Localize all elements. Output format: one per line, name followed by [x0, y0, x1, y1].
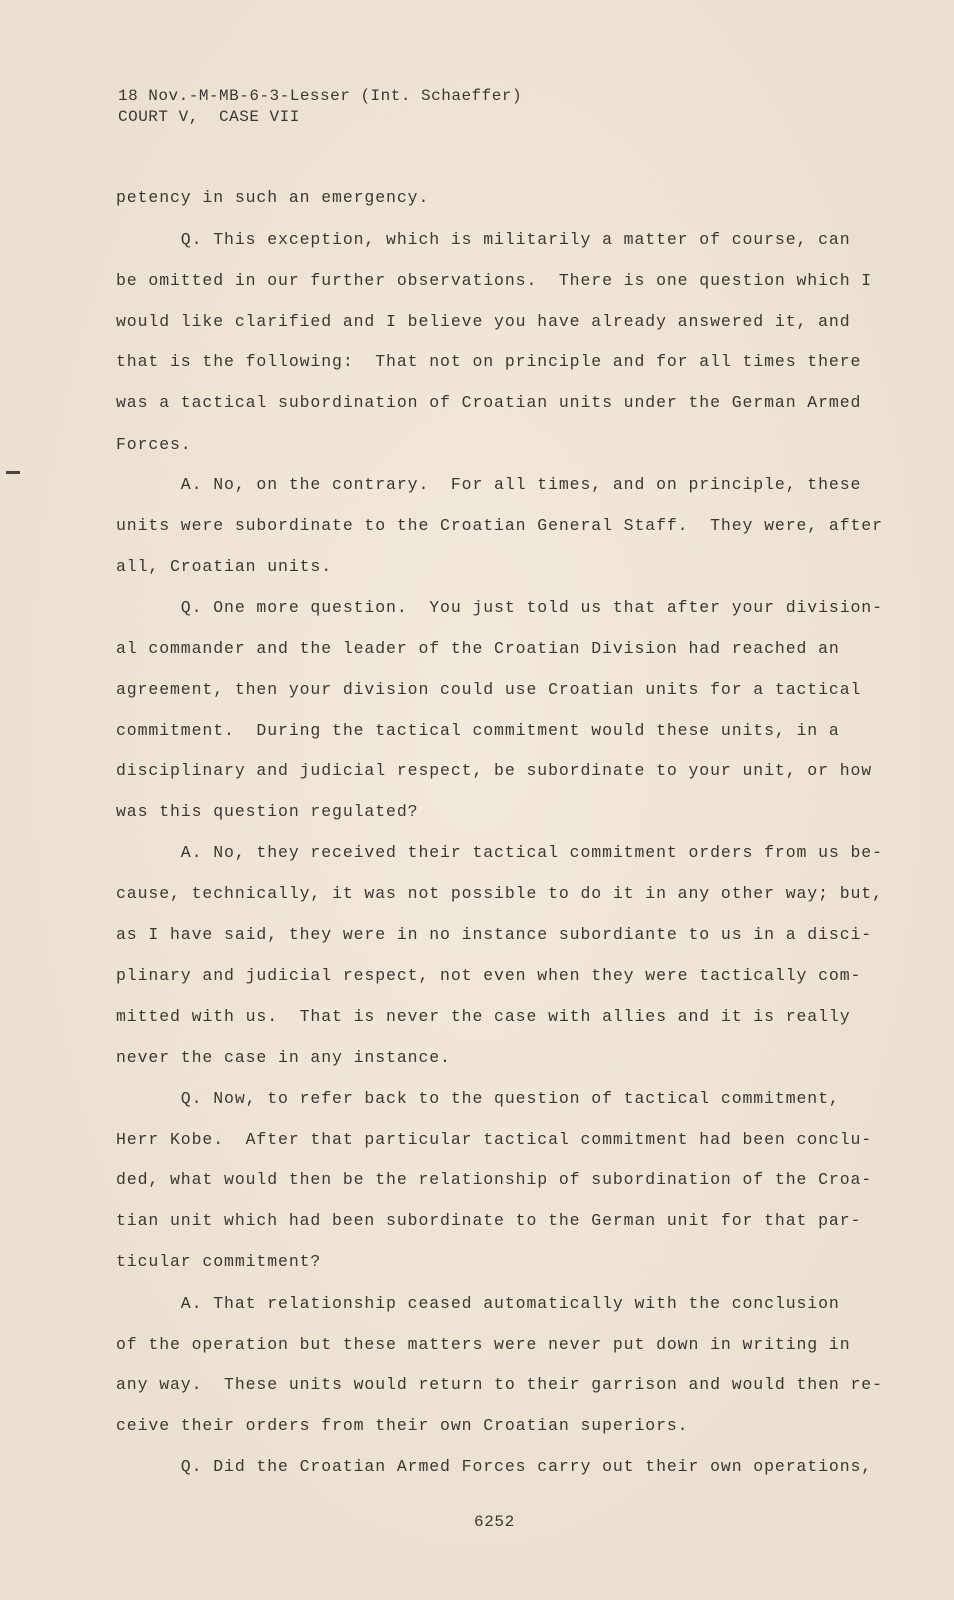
text-line: Forces.	[116, 435, 192, 454]
text-line: agreement, then your division could use Croatian units for a tactical	[116, 680, 862, 699]
text-line: was this question regulated?	[116, 802, 419, 821]
text-line: Q. Did the Croatian Armed Forces carry out their own operations,	[116, 1457, 873, 1476]
text-line: as I have said, they were in no instance subordiante to us in a disci-	[116, 925, 873, 944]
text-line: of the operation but these matters were never put down in writing in	[116, 1335, 851, 1354]
text-line: that is the following: That not on principle and for all times there	[116, 352, 862, 371]
text-line: ded, what would then be the relationship of subordination of the Croa-	[116, 1170, 873, 1189]
text-line: A. That relationship ceased automatically with the conclusion	[116, 1294, 840, 1313]
text-line: commitment. During the tactical commitment would these units, in a	[116, 721, 840, 740]
document-header	[118, 86, 522, 128]
text-line: ticular commitment?	[116, 1252, 322, 1271]
text-line: Q. One more question. You just told us that after your division-	[116, 598, 883, 617]
text-line: Herr Kobe. After that particular tactical commitment had been conclu-	[116, 1130, 873, 1149]
text-line: be omitted in our further observations. There is one question which I	[116, 271, 873, 290]
header-line-1: 18 Nov.-M-MB-6-3-Lesser (Int. Schaeffer)	[118, 87, 523, 105]
page-number: 6252	[474, 1513, 515, 1531]
text-line: petency in such an emergency.	[116, 188, 430, 207]
text-line: tian unit which had been subordinate to the German unit for that par-	[116, 1211, 862, 1230]
text-line: plinary and judicial respect, not even when they were tactically com-	[116, 966, 862, 985]
margin-mark	[6, 471, 20, 474]
text-line: units were subordinate to the Croatian General Staff. They were, after	[116, 516, 883, 535]
text-line: Q. Now, to refer back to the question of tactical commitment,	[116, 1089, 840, 1108]
text-line: was a tactical subordination of Croatian units under the German Armed	[116, 393, 862, 412]
text-line: mitted with us. That is never the case with allies and it is really	[116, 1007, 851, 1026]
text-line: ceive their orders from their own Croatian superiors.	[116, 1416, 689, 1435]
text-line: A. No, on the contrary. For all times, and on principle, these	[116, 475, 862, 494]
header-line-2: COURT V, CASE VII	[118, 108, 300, 126]
text-line: all, Croatian units.	[116, 557, 333, 576]
text-line: A. No, they received their tactical commitment orders from us be-	[116, 843, 883, 862]
text-line: al commander and the leader of the Croatian Division had reached an	[116, 639, 840, 658]
text-line: would like clarified and I believe you have already answered it, and	[116, 312, 851, 331]
text-line: never the case in any instance.	[116, 1048, 451, 1067]
text-line: disciplinary and judicial respect, be subordinate to your unit, or how	[116, 761, 873, 780]
text-line: any way. These units would return to their garrison and would then re-	[116, 1375, 883, 1394]
text-line: cause, technically, it was not possible to do it in any other way; but,	[116, 884, 883, 903]
text-line: Q. This exception, which is militarily a matter of course, can	[116, 230, 851, 249]
